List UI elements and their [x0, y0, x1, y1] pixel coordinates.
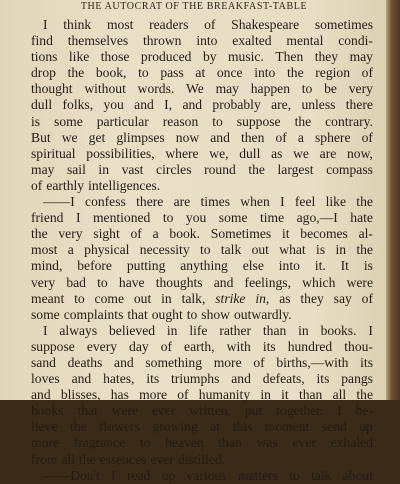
text-line: thought without words. We may happen to be very: [31, 81, 373, 97]
text-line: the very sight of a book. Sometimes it becomes al-: [31, 226, 373, 242]
text-line: very bad to have thoughts and feelings, which were: [31, 274, 373, 290]
page-edge: [386, 0, 400, 400]
text-line: find themselves thrown into exalted mental condi-: [31, 33, 373, 49]
text-line: I always believed in life rather than in books. I: [43, 322, 373, 338]
text-line: mind, before putting anything else into it. It is: [31, 258, 373, 274]
text-line: I think most readers of Shakespeare sometimes: [43, 17, 373, 32]
text-line: some complaints that ought to show outwardly.: [31, 306, 292, 322]
text-line: drop the book, to pass at once into the region of: [31, 65, 373, 81]
text-line: friend I mentioned to you some time ago,—I hate: [31, 210, 373, 226]
text-line: ——I confess there are times when I feel like the: [43, 194, 373, 210]
text-line: But we get glimpses now and then of a sphere of: [31, 129, 373, 145]
text-line: is some particular reason to suppose the contrary.: [31, 113, 373, 129]
text-line: may sail in vast circles round the largest compass: [31, 161, 373, 177]
text-line: dull folks, you and I, and probably are, unless there: [31, 97, 373, 113]
running-header: THE AUTOCRAT OF THE BREAKFAST-TABLE: [80, 1, 308, 12]
text-line: most a physical necessity to talk out what is in the: [31, 242, 373, 258]
text-line: tions like those produced by music. Then they may: [31, 49, 373, 65]
text-line: books that were ever written, put together. I be-: [31, 403, 373, 419]
text-line: spiritual possibilities, where we, dull as we are now,: [31, 145, 373, 161]
body-text: [31, 17, 373, 483]
text-line: of earthly intelligences.: [31, 177, 161, 193]
text-line: lieve the flowers growing at this moment send up: [31, 419, 373, 435]
text-line: ——Don't I read up various matters to talk about: [43, 467, 373, 483]
text-line: loves and hates, its triumphs and defeats, its pangs: [31, 371, 373, 387]
text-line: from all the essences ever distilled.: [31, 451, 226, 467]
text-line: meant to come out in talk, strike in, as they say of: [31, 290, 373, 306]
text-line: suppose every day of earth, with its hundred thou-: [31, 338, 373, 354]
text-line: more fragrance to heaven than was ever exhaled: [31, 435, 373, 451]
text-line: sand deaths and something more of births,—with its: [31, 354, 373, 370]
text-line: and blisses, has more of humanity in it than all the: [31, 387, 373, 403]
